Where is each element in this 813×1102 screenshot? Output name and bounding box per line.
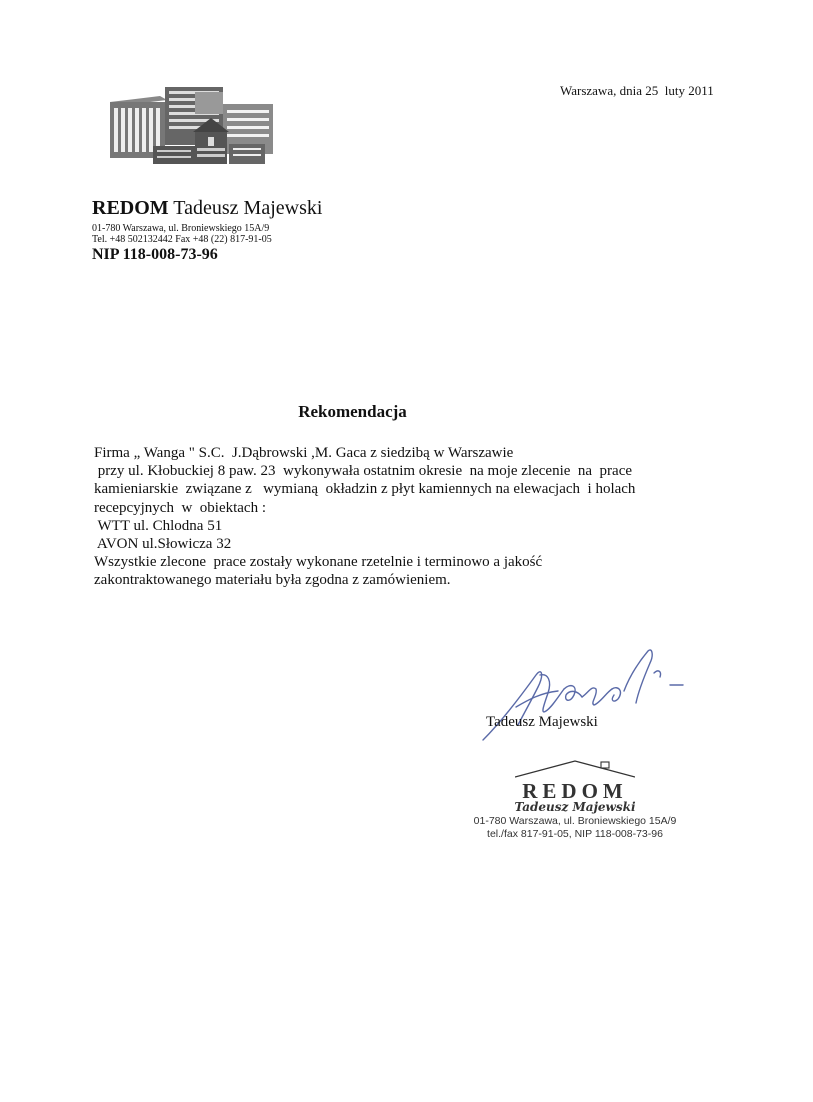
company-stamp [455,757,695,852]
company-address [92,223,272,245]
body-line: przy ul. Kłobuckiej 8 paw. 23 wykonywała ostatnim okresie na moje zlecenie na prace [94,463,633,480]
body-line: Wszystkie zlecone prace zostały wykonane rzetelnie i terminowo a jakość [94,554,543,571]
roof-icon [515,757,635,779]
office-buildings-logo-icon [105,82,280,166]
tax-id: NIP 118-008-73-96 [92,246,218,263]
body-line: AVON ul.Słowicza 32 [94,536,232,553]
letter-body [94,444,635,590]
stamp-address: 01-780 Warszawa, ul. Broniewskiego 15A/9 [473,815,677,827]
document-title: Rekomendacja [298,402,407,421]
company-owner: Tadeusz Majewski [168,197,323,219]
address-line: 01-780 Warszawa, ul. Broniewskiego 15A/9 [92,223,270,234]
stamp-address-block [455,815,695,840]
stamp-contact: tel./fax 817-91-05, NIP 118-008-73-96 [487,827,663,840]
document-date: Warszawa, dnia 25 luty 2011 [560,83,714,98]
body-line: kamieniarskie związane z wymianą okładzin z płyt kamiennych na elewacjach i holach [94,481,636,498]
company-name [92,197,322,220]
phone-line: Tel. +48 502132442 Fax +48 (22) 817-91-05 [92,234,272,245]
body-line: Firma „ Wanga " S.C. J.Dąbrowski ,M. Gaca z siedzibą w Warszawie [94,445,514,461]
body-line: WTT ul. Chlodna 51 [94,517,223,534]
signatory-name: Tadeusz Majewski [486,714,598,730]
body-line: recepcyjnych w obiektach : [94,499,267,516]
stamp-owner: Tadeusz Majewski [514,800,636,814]
body-line: zakontraktowanego materiału była zgodna z zamówieniem. [94,572,451,589]
company-brand: REDOM [92,197,169,219]
stamp-company: REDOM [522,779,628,803]
